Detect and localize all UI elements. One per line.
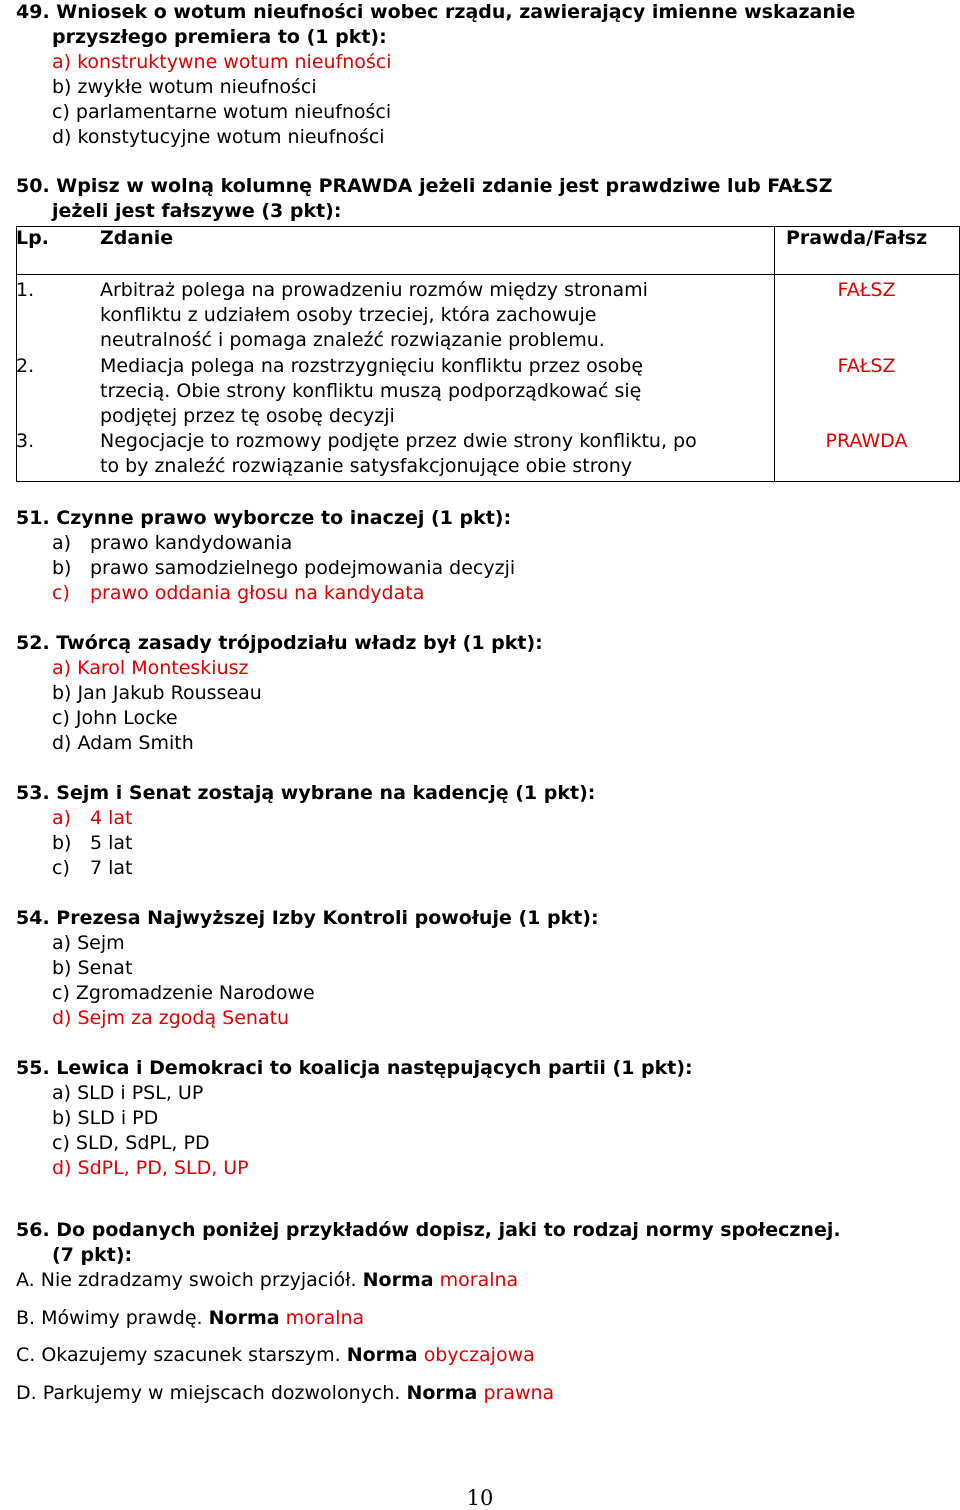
table-row-lp: 2. bbox=[16, 355, 35, 377]
option-letter: b) bbox=[52, 832, 72, 854]
option-letter: b) bbox=[52, 557, 72, 579]
norm-answer: moralna bbox=[285, 1307, 365, 1329]
question-53-title: 53. Sejm i Senat zostają wybrane na kadencję (1 pkt): bbox=[16, 782, 596, 804]
table-row-text: Negocjacje to rozmowy podjęte przez dwie strony konfliktu, po bbox=[100, 430, 697, 452]
question-49-title-line2: przyszłego premiera to (1 pkt): bbox=[52, 26, 387, 48]
table-row-text: trzecią. Obie strony konfliktu muszą podporządkować się bbox=[100, 380, 642, 402]
question-54 bbox=[16, 906, 599, 1031]
option-text: 5 lat bbox=[90, 832, 133, 854]
table-row-text: Mediacja polega na rozstrzygnięciu konfliktu przez osobę bbox=[100, 355, 644, 377]
answer-option: d) konstytucyjne wotum nieufności bbox=[52, 126, 385, 148]
norm-sentence: A. Nie zdradzamy swoich przyjaciół. bbox=[16, 1269, 357, 1291]
option-text: prawo oddania głosu na kandydata bbox=[90, 582, 425, 604]
option-text: 4 lat bbox=[90, 807, 133, 829]
answer-option bbox=[16, 581, 515, 606]
answer-option: d) Adam Smith bbox=[52, 732, 194, 754]
question-49 bbox=[16, 0, 855, 150]
table-row-answer: FAŁSZ bbox=[837, 355, 896, 377]
question-56-title-line2: (7 pkt): bbox=[52, 1244, 133, 1266]
answer-option: a) konstruktywne wotum nieufności bbox=[52, 51, 392, 73]
answer-option: a) Sejm bbox=[52, 932, 125, 954]
answer-option bbox=[16, 831, 595, 856]
option-text: prawo kandydowania bbox=[90, 532, 293, 554]
norm-answer: moralna bbox=[439, 1269, 519, 1291]
question-52-title: 52. Twórcą zasady trójpodziału władz był (1 pkt): bbox=[16, 632, 543, 654]
norm-label: Norma bbox=[208, 1307, 280, 1329]
norm-sentence: B. Mówimy prawdę. bbox=[16, 1307, 203, 1329]
table-row-text: podjętej przez tę osobę decyzji bbox=[100, 405, 395, 427]
norm-answer: prawna bbox=[483, 1382, 555, 1404]
answer-option: c) parlamentarne wotum nieufności bbox=[52, 101, 392, 123]
norm-label: Norma bbox=[362, 1269, 434, 1291]
table-row-text: Arbitraż polega na prowadzeniu rozmów między stronami bbox=[100, 279, 648, 301]
answer-option: b) zwykłe wotum nieufności bbox=[52, 76, 317, 98]
table-border bbox=[16, 481, 960, 482]
norm-item bbox=[16, 1268, 518, 1293]
option-letter: a) bbox=[52, 807, 72, 829]
table-row-text: to by znaleźć rozwiązanie satysfakcjonujące obie strony bbox=[100, 455, 633, 477]
norm-sentence: C. Okazujemy szacunek starszym. bbox=[16, 1344, 341, 1366]
table-row-answer: FAŁSZ bbox=[837, 279, 896, 301]
answer-option: c) Zgromadzenie Narodowe bbox=[52, 982, 315, 1004]
norm-item bbox=[16, 1306, 364, 1331]
table-row-lp: 3. bbox=[16, 430, 35, 452]
option-text: prawo samodzielnego podejmowania decyzji bbox=[90, 557, 516, 579]
header-answer: Prawda/Fałsz bbox=[786, 227, 928, 249]
answer-option: d) Sejm za zgodą Senatu bbox=[52, 1007, 290, 1029]
answer-option: d) SdPL, PD, SLD, UP bbox=[52, 1157, 249, 1179]
question-51-title: 51. Czynne prawo wyborcze to inaczej (1 pkt): bbox=[16, 507, 512, 529]
question-52 bbox=[16, 631, 543, 756]
norm-item bbox=[16, 1343, 535, 1368]
question-55-title: 55. Lewica i Demokraci to koalicja następujących partii (1 pkt): bbox=[16, 1057, 693, 1079]
page-number: 10 bbox=[466, 1486, 494, 1510]
header-lp: Lp. bbox=[16, 227, 49, 249]
answer-option: a) Karol Monteskiusz bbox=[52, 657, 249, 679]
option-letter: a) bbox=[52, 532, 72, 554]
answer-option: b) Jan Jakub Rousseau bbox=[52, 682, 262, 704]
answer-option bbox=[16, 556, 515, 581]
option-text: 7 lat bbox=[90, 857, 133, 879]
question-56-title-line1: 56. Do podanych poniżej przykładów dopisz, jaki to rodzaj normy społecznej. bbox=[16, 1219, 841, 1241]
question-50-title-line1: 50. Wpisz w wolną kolumnę PRAWDA jeżeli zdanie jest prawdziwe lub FAŁSZ bbox=[16, 175, 833, 197]
question-54-title: 54. Prezesa Najwyższej Izby Kontroli powołuje (1 pkt): bbox=[16, 907, 599, 929]
table-row-lp: 1. bbox=[16, 279, 35, 301]
question-49-title-line1: 49. Wniosek o wotum nieufności wobec rządu, zawierający imienne wskazanie bbox=[16, 1, 856, 23]
norm-answer: obyczajowa bbox=[423, 1344, 535, 1366]
answer-option bbox=[16, 856, 595, 881]
option-letter: c) bbox=[52, 857, 70, 879]
table-row-answer: PRAWDA bbox=[825, 430, 908, 452]
answer-option: c) SLD, SdPL, PD bbox=[52, 1132, 210, 1154]
header-zdanie: Zdanie bbox=[100, 227, 174, 249]
table-row-text: neutralność i pomaga znaleźć rozwiązanie problemu. bbox=[100, 329, 605, 351]
norm-sentence: D. Parkujemy w miejscach dozwolonych. bbox=[16, 1382, 401, 1404]
option-letter: c) bbox=[52, 582, 70, 604]
answer-option bbox=[16, 531, 515, 556]
question-50-title-line2: jeżeli jest fałszywe (3 pkt): bbox=[52, 200, 342, 222]
question-51 bbox=[16, 506, 515, 606]
answer-option: b) SLD i PD bbox=[52, 1107, 159, 1129]
question-50 bbox=[16, 174, 832, 224]
answer-option: c) John Locke bbox=[52, 707, 178, 729]
answer-option: a) SLD i PSL, UP bbox=[52, 1082, 204, 1104]
norm-label: Norma bbox=[406, 1382, 478, 1404]
answer-option bbox=[16, 806, 595, 831]
table-row-text: konfliktu z udziałem osoby trzeciej, która zachowuje bbox=[100, 304, 597, 326]
question-56 bbox=[16, 1218, 841, 1268]
true-false-table bbox=[16, 226, 960, 482]
question-53 bbox=[16, 781, 595, 881]
question-55 bbox=[16, 1056, 693, 1181]
table-border bbox=[16, 274, 960, 275]
answer-option: b) Senat bbox=[52, 957, 133, 979]
norm-item bbox=[16, 1381, 554, 1406]
norm-label: Norma bbox=[346, 1344, 418, 1366]
